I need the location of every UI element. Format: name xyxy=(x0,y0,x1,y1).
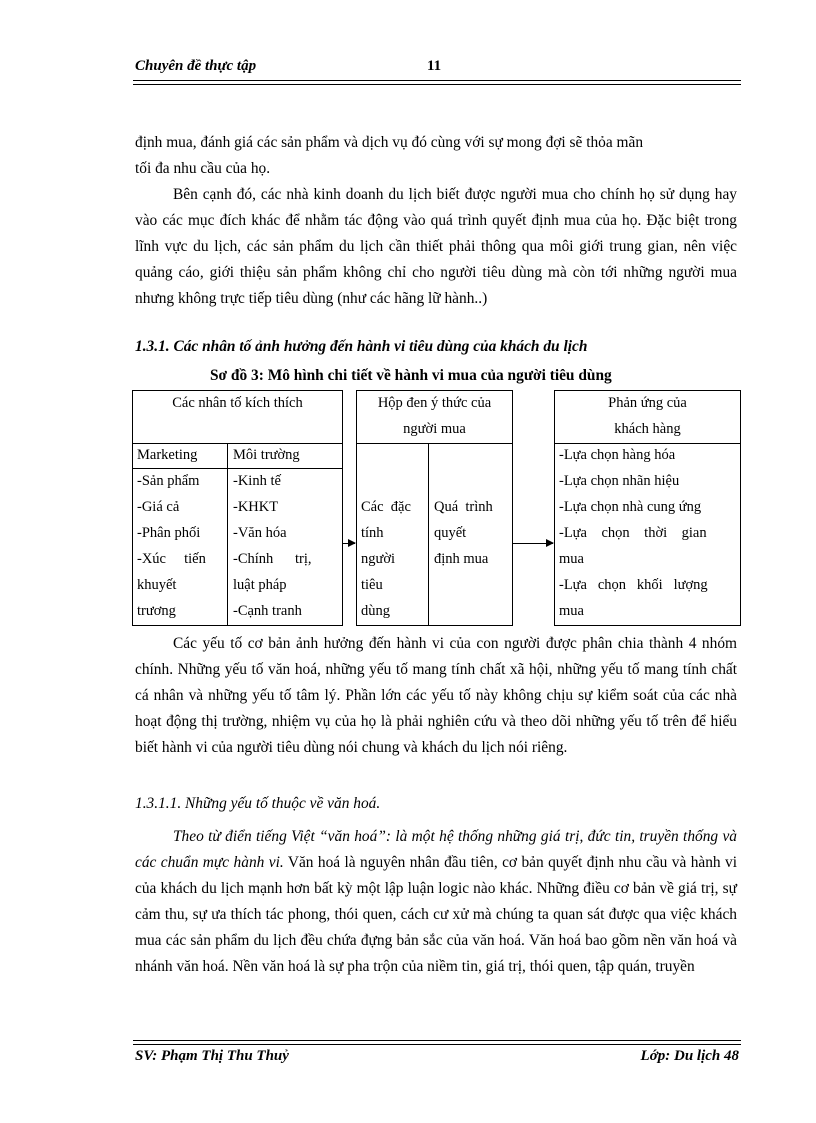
text-line: tiêu xyxy=(361,577,383,593)
list-item: -Lựa chọn khối lượng xyxy=(559,577,708,593)
list-item: -Cạnh tranh xyxy=(233,603,302,619)
list-item: khuyết xyxy=(137,577,177,593)
arrow-icon xyxy=(513,543,553,544)
section-heading: 1.3.1. Các nhân tố ảnh hưởng đến hành vi tiêu dùng của khách du lịch xyxy=(135,338,588,355)
list-item: trương xyxy=(137,603,176,619)
text-line: dùng xyxy=(361,603,390,619)
text-line: tính xyxy=(361,525,384,541)
culture-definition: Theo từ điển tiếng Việt “văn hoá”: là một hệ thống những giá trị, đức tin, truyền thống và các chuẩn mực hành vi. xyxy=(135,828,737,871)
paragraph-line: tối đa nhu cầu của họ. xyxy=(135,160,271,177)
stimuli-title: Các nhân tố kích thích xyxy=(172,395,303,411)
divider xyxy=(356,443,513,444)
decision-process xyxy=(429,494,513,572)
page-header xyxy=(133,58,741,78)
list-item: mua xyxy=(559,551,584,567)
student-name: SV: Phạm Thị Thu Thuỷ xyxy=(135,1048,289,1064)
title-line: Phản ứng của xyxy=(608,395,687,411)
list-item: -Giá cả xyxy=(137,499,180,515)
list-item: -Văn hóa xyxy=(233,525,287,541)
text-line: Quá trình xyxy=(434,499,493,515)
paragraph-intermediaries: Bên cạnh đó, các nhà kinh doanh du lịch biết được người mua cho chính họ sử dụng hay vào các mục đích khác để nhằm tác động vào quá trình quyết định mua của họ. Đặc biệt trong lĩnh vực du lịch, các sản phẩm du lịch cần thiết phải thông qua môi giới trung gian, nên việc quảng cáo, giới thiệu sản phẩm không chỉ cho người tiêu dùng mà còn tới những người mua nhưng không trực tiếp tiêu dùng (như các hãng lữ hành..) xyxy=(135,186,737,307)
diagram-caption: Sơ đồ 3: Mô hình chi tiết về hành vi mua của người tiêu dùng xyxy=(210,367,612,384)
list-item: -Lựa chọn nhà cung ứng xyxy=(559,499,702,515)
list-item: -KHKT xyxy=(233,499,279,515)
list-item: -Lựa chọn hàng hóa xyxy=(559,447,676,463)
paragraph-culture xyxy=(135,824,737,980)
document-title: Chuyên đề thực tập xyxy=(135,58,257,74)
marketing-items xyxy=(132,468,227,624)
environment-header: Môi trường xyxy=(233,447,300,463)
list-item: mua xyxy=(559,603,584,619)
page-footer xyxy=(133,1048,741,1068)
title-line: khách hàng xyxy=(614,421,681,437)
title-line: Hộp đen ý thức của xyxy=(377,395,492,411)
consumer-traits xyxy=(356,494,428,624)
blackbox-title xyxy=(356,390,513,442)
list-item: -Lựa chọn thời gian xyxy=(559,525,707,541)
arrow-icon xyxy=(343,543,355,544)
marketing-header: Marketing xyxy=(137,447,198,463)
response-title xyxy=(554,390,741,442)
paragraph-line: định mua, đánh giá các sản phẩm và dịch vụ đó cùng với sự mong đợi sẽ thỏa mãn xyxy=(135,134,644,151)
class-name: Lớp: Du lịch 48 xyxy=(640,1048,739,1064)
response-items xyxy=(554,442,741,624)
subsection-heading: 1.3.1.1. Những yếu tố thuộc về văn hoá. xyxy=(135,795,381,812)
list-item: -Phân phối xyxy=(137,525,201,541)
text-line: người xyxy=(361,551,396,567)
text-line: quyết xyxy=(434,525,467,541)
footer-rule xyxy=(133,1040,741,1045)
list-item: -Sản phẩm xyxy=(137,473,200,489)
list-item: -Chính trị, xyxy=(233,551,312,567)
list-item: luật pháp xyxy=(233,577,287,593)
text-line: định mua xyxy=(434,551,489,567)
text-line: Các đặc xyxy=(361,499,411,515)
culture-explanation: Văn hoá là nguyên nhân đầu tiên, cơ bản quyết định nhu cầu và hành vi của khách du lịch mạnh hơn bất kỳ một lập luận logic nào khác. Những điều cơ bản về giá trị, sự cảm thu, sự ưa thích tác phong, thói quen, cách cư xử mà chúng ta quan sát được qua việc khách mua các sản phẩm du lịch đều chứa đựng bản sắc của văn hoá. Văn hoá bao gồm nền văn hoá và nhánh văn hoá. Nền văn hoá là sự pha trộn của niềm tin, giá trị, thói quen, tập quán, truyền xyxy=(135,854,737,975)
list-item: -Kinh tế xyxy=(233,473,281,489)
page-number: 11 xyxy=(427,58,442,74)
list-item: -Xúc tiến xyxy=(137,551,206,567)
title-line: người mua xyxy=(403,421,466,437)
paragraph-continuation xyxy=(135,130,737,182)
paragraph-factors: Các yếu tố cơ bản ảnh hưởng đến hành vi của con người được phân chia thành 4 nhóm chính. Những yếu tố văn hoá, những yếu tố mang tính chất xã hội, những yếu tố mang tính chất cá nhân và những yếu tố tâm lý. Phần lớn các yếu tố này không chịu sự kiểm soát của các nhà hoạt động thị trường, nhiệm vụ của họ là phải nghiên cứu và theo dõi những yếu tố trên để hiểu biết hành vi của người tiêu dùng nói chung và khách du lịch nói riêng. xyxy=(135,635,737,756)
list-item: -Lựa chọn nhãn hiệu xyxy=(559,473,680,489)
header-rule xyxy=(133,80,741,85)
environment-items xyxy=(228,468,343,624)
